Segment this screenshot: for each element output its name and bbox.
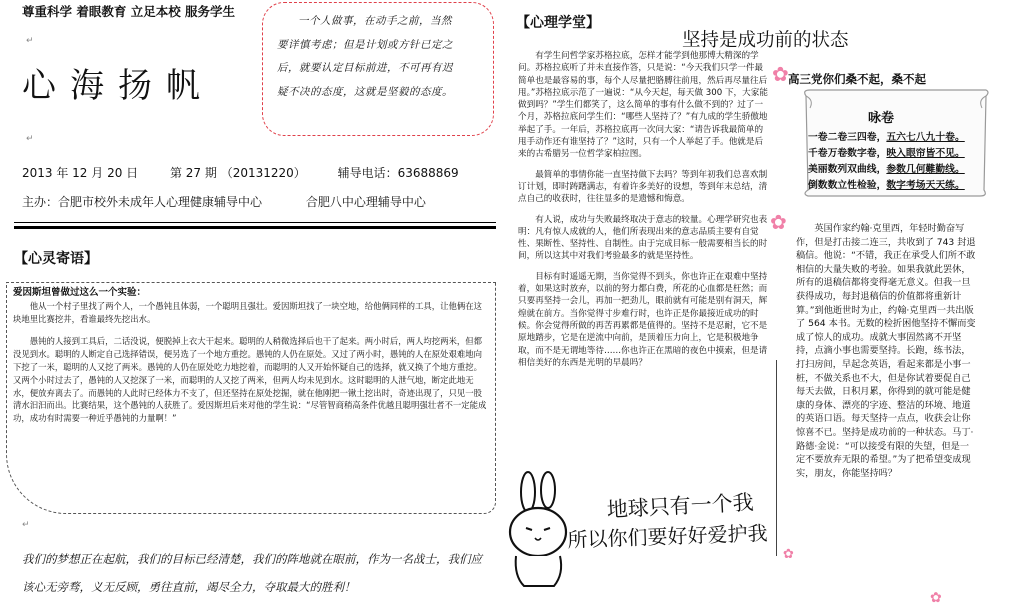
issue-number: 第 27 期 （20131220） (169, 166, 306, 180)
story-paragraph: 愚钝的人接到工具后，二话没说，便脱掉上衣大干起来。聪明的人稍微选择后也干了起来。两小时后，两人均挖两米，但都没见到水。聪明的人断定自己选择错误，便另选了一个地方重挖。愚钝的人仍在原处。又过了两小时，愚钝的人在原处艰难地向下挖了一米，聪明的人又挖了两米。愚钝的人仍在原处吃力地挖着，而聪明的人又开始怀疑自己的选择，就又换了个地方重挖。又两个小时过去了，愚钝的人又挖深了一米，而聪明的人又挖了两米，但两人均未见到水。这时聪明的人泄气地，断定此地无水，便放弃离去了。而愚钝的人此时已经体力不支了，但还坚持在原处挖掘，就在他刚把一锹土挖出时，奇迹出现了，只见一股清水汩汩而出。比赛结果，这个愚钝的人获胜了。爱因斯坦后来对他的学生说：“尽管智商稍高条件优越且聪明强壮者不一定能成功，成功有时需要一种近乎愚钝的力量啊！” (13, 336, 487, 424)
quote-line: 后，就要认定目标前进，不可再有迟 (277, 62, 453, 75)
closing-statement: 我们的梦想正在起航，我们的目标已经清楚，我们的阵地就在眼前，作为一名战士，我们应该心无旁骛，义无反顾，勇往直前，竭尽全力，夺取最大的胜利！ (22, 552, 482, 594)
quote-line: 要详慎考虑；但是计划或方针已定之 (277, 38, 453, 51)
article-paragraph: 有人说，成功与失败最终取决于意志的较量。心理学研究也表明：凡有惊人成就的人，他们所表现出来的意志品质主要有自觉性、果断性、坚持性、自制性。由于完成目标一般需要相当长的时间，所以这其中对我们考验最多的就是坚持性。 (518, 214, 768, 262)
article-paragraph: 英国作家约翰·克里西，年轻时勤奋写作，但是打击接二连三，共收到了 743 封退稿信。他说：“不错，我正在承受人们所不敢相信的大量失败的考验。如果我就此罢休，所有的退稿信都将变得毫无意义。但我一旦获得成功，每封退稿信的价值都将重新计算。”到他逝世时为止，约翰·克里西一共出版了 564 本书。无数的检折困他坚持不懈而变成了惊人的成功。成就大事固然离不开坚持，点滴小事也需要坚持。长跑，练书法，打扫房间，早起念英语，看起来都是小事一桩，不做关系也不大，但是你试着要促自己每天去做，日积月累，你得到的就可能是健康的身体、漂亮的字迹、整洁的环境、地道的英语口语。每天坚持一点点，收获会让你惊喜不已。坚持是成功前的一种状态。马丁·路德·金说：“可以接受有限的失望，但是一定不要放弃无限的希望。”为了把希望变成现实，朋友，你能坚持吗？ (796, 223, 976, 479)
poem-lines (808, 130, 965, 194)
article-paragraph: 目标有时遥遥无期，当你觉得不到头，你也许正在艰难中坚持着，如果这时放弃，以前的努力都白费，所花的心血都是枉然；而只要再坚持一会儿，再加一把劲儿，眼前就有可能是别有洞天，辉煌就在前方。当你觉得寸步难行时，也许正是你最接近成功的时候。你会觉得所做的再苦再累都是值得的。坚持不是忍耐，它不是原地踏步，它是在逆流中向前，是顶着压力向上，它是积极地争取，而不是无谓地等待……你也许正在黑暗的夜色中摸索，但是请相信美好的东西是光明的早晨吗？ (518, 271, 768, 368)
quote-line: 疑不决的态度，这就是坚毅的态度。 (277, 85, 453, 98)
poem-line-b: 参数几何難勤线。 (886, 164, 965, 175)
quote-line: 一个人做事，在动手之前，当然 (298, 15, 452, 27)
poem-line-b: 映入眼帘皆不见。 (886, 148, 965, 159)
poem-line-a: 倒数数立性检验， (808, 180, 887, 191)
masthead-title: 心海扬帆 (22, 66, 214, 106)
poem-line-a: 千卷万卷数字卷， (808, 148, 887, 159)
hotline: 辅导电话：63688869 (337, 166, 459, 180)
poem-line-b: 五六七八九十卷。 (886, 132, 965, 143)
section-heading-heart: 【心灵寄语】 (14, 251, 98, 267)
right-article-body (796, 222, 976, 552)
school-motto: 尊重科学 着眼教育 立足本校 服务学生 (22, 4, 236, 19)
column-divider (776, 360, 777, 556)
poem-heading: 咏卷 (868, 111, 895, 126)
cartoon-caption-line2: 所以你们要好好爱护我 (567, 521, 768, 552)
flower-icon: ✿ (783, 547, 794, 562)
poem-scroll (800, 86, 992, 200)
rabbit-cartoon-icon (506, 470, 576, 588)
psych-article-title: 坚持是成功前的状态 (682, 30, 849, 51)
cartoon-caption-line1: 地球只有一个我 (606, 490, 755, 522)
poem-line (808, 178, 965, 194)
poem-line (808, 130, 965, 146)
story-title: 爱因斯坦曾做过这么一个实验： (13, 287, 147, 298)
divider-thick (14, 226, 496, 229)
poem-line (808, 146, 965, 162)
story-paragraph: 他从一个村子里找了两个人，一个愚钝且体弱，一个聪明且强壮。爱因斯坦找了一块空地，给他俩同样的工具，让他俩在这块地里比赛挖井，看谁最终先挖出水。 (13, 300, 483, 324)
flower-icon: ✿ (772, 62, 789, 86)
slogan-title: 高三党你们桑不起，桑不起 (788, 72, 926, 86)
story-box (6, 282, 496, 514)
article-paragraph: 最简单的事情你能一直坚持做下去吗？等到年初我们总喜欢制订计划，即时踌躇满志，有着许多美好的设想，等到年末总结，清点自己的收获时，往往显多的是遗憾和悔意。 (518, 169, 768, 205)
issue-info (22, 164, 487, 181)
flower-icon: ✿ (770, 210, 787, 234)
psych-article-body (518, 50, 770, 475)
paragraph-mark: ↵ (26, 36, 34, 46)
section-heading-psych: 【心理学堂】 (516, 15, 600, 31)
article-paragraph: 有学生问哲学家苏格拉底，怎样才能学到他那博大精深的学问。苏格拉底听了并未直接作答，只是说：“今天我们只学一件最简单也是最容易的事，每个人尽量把胳膊往前甩，然后再尽量往后甩。”苏格拉底示范了一遍说：“从今天起，每天做 300 下，大家能做到吗？”学生们都笑了，这么简单的事有什么做不到的？过了一个月，苏格拉底问学生们：“哪些人坚持了？”有九成的学生骄傲地举起了手。一年后，苏格拉底再一次问大家：“请告诉我最简单的甩手动作还有谁坚持了？”这时，只有一个人举起了手。他就是后来的古希腊另一位哲学家柏拉图。 (518, 51, 768, 160)
poem-line-a: 美丽数列双曲线， (808, 164, 887, 175)
poem-line-b: 数字考场天天练。 (886, 180, 965, 191)
paragraph-mark: ↵ (22, 520, 30, 530)
divider-thin (14, 222, 496, 223)
flower-icon: ✿ (930, 590, 942, 606)
issue-date: 2013 年 12 月 20 日 (22, 166, 139, 180)
sponsor: 主办：合肥市校外未成年人心理健康辅导中心 (22, 195, 263, 209)
paragraph-mark: ↵ (26, 134, 34, 144)
poem-line-a: 一卷二卷三四卷， (808, 132, 887, 143)
sponsor-info (22, 193, 466, 210)
co-sponsor: 合肥八中心理辅导中心 (305, 195, 426, 209)
poem-line (808, 162, 965, 178)
quote-box (262, 2, 494, 136)
